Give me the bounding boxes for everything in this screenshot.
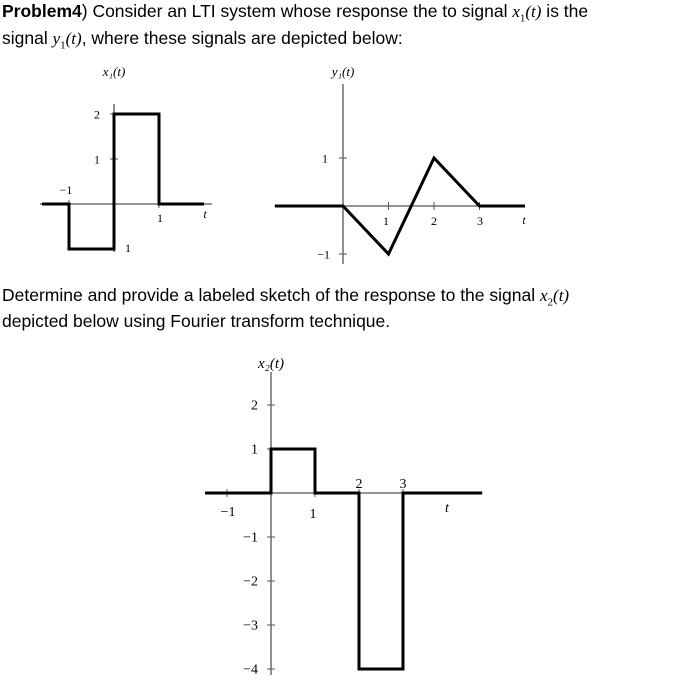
problem-text: Determine and provide a labeled sketch of the response to the signal: [2, 285, 540, 305]
x-axis-label: t: [445, 501, 449, 516]
y-tick-label: 1: [251, 442, 258, 458]
problem-text: depicted below using Fourier transform technique.: [2, 311, 391, 331]
y-tick-label: 1: [322, 151, 328, 166]
signal-line: [205, 449, 482, 669]
x-tick-label: 1: [157, 211, 163, 225]
y-tick-label: −1: [317, 247, 330, 262]
x-tick-label: 1: [309, 507, 317, 522]
plot-title: y₁(t): [331, 64, 355, 79]
plot-title: x₁(t): [102, 64, 126, 79]
plot-title: x₂(t): [257, 356, 285, 372]
x-tick-label: 2: [431, 214, 437, 228]
x-tick-label: 1: [125, 241, 131, 255]
signal-line: [42, 114, 204, 249]
signal-x1-name: $x_1(t)$: [512, 2, 542, 25]
plot-1: [40, 64, 212, 255]
y-tick-label: −4: [243, 662, 258, 678]
problem-text: , where these signals are depicted below:: [81, 28, 403, 48]
problem-text: ) Consider an LTI system whose response the to signal: [81, 1, 513, 21]
problem-text: signal: [2, 28, 53, 48]
x-tick-label: 3: [399, 477, 407, 492]
problem-label: Problem4: [2, 1, 82, 21]
y-tick-label: −1: [243, 530, 258, 546]
signal-y1-name: $y_1(t)$: [52, 29, 82, 52]
x-tick-label: −1: [59, 183, 73, 197]
x-tick-label: 3: [477, 214, 483, 228]
y-tick-label: 2: [94, 107, 100, 122]
x-axis-label: t: [522, 213, 526, 227]
y-tick-label: −2: [243, 574, 258, 590]
y-tick-label: −3: [243, 618, 258, 634]
x-tick-label: −1: [220, 505, 236, 520]
plot-3: [205, 356, 482, 678]
plot-2: [275, 64, 527, 264]
problem-text: is the: [541, 1, 589, 21]
x-tick-label: 2: [355, 477, 363, 492]
x-tick-label: 1: [383, 214, 389, 228]
signal-x2-name: $x_2(t)$: [539, 286, 570, 309]
y-tick-label: 1: [94, 152, 100, 167]
y-tick-label: 2: [251, 398, 258, 414]
x-axis-label: t: [203, 207, 207, 221]
